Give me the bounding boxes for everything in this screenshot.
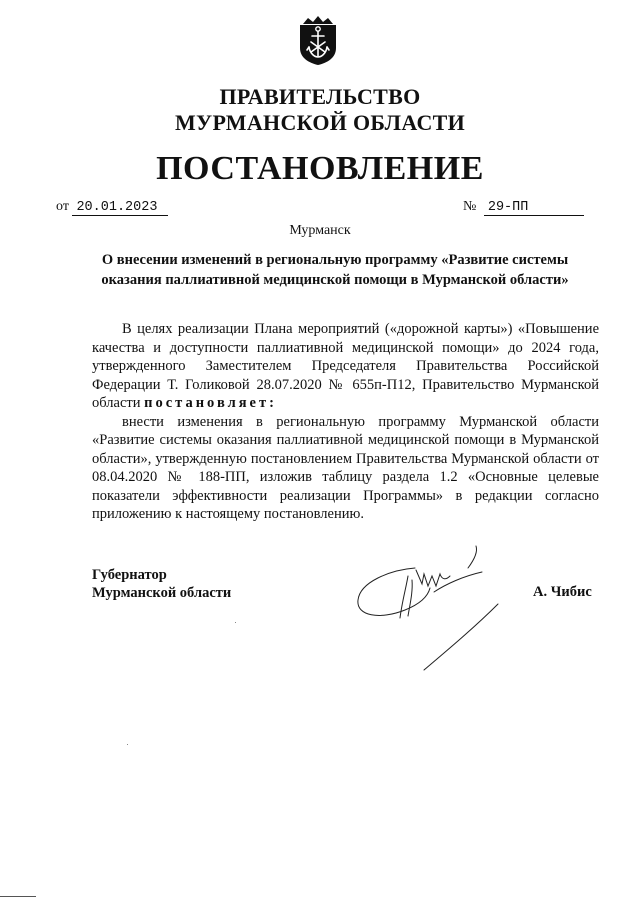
decree-word: постановляет: [144, 395, 277, 411]
government-title-line2: МУРМАНСКОЙ ОБЛАСТИ [174, 110, 466, 135]
number-row [463, 199, 584, 216]
signatory-title [92, 566, 231, 602]
document-date: 20.01.2023 [72, 200, 168, 216]
signatory-title-line2: Мурманской области [92, 585, 232, 601]
date-row [56, 199, 168, 216]
handwritten-signature [350, 540, 500, 680]
city-name: Мурманск [289, 223, 351, 238]
body-paragraph-1 [92, 320, 599, 413]
coat-of-arms-emblem [297, 14, 339, 66]
body-paragraph-2: внести изменения в региональную программу Мурманской области «Развитие системы оказания паллиативной медицинской помощи в Мурманской области», утвержденную постановлением Правительства Мурманской области от 08.04.2020 № 188-ПП, изложив таблицу раздела 1.2 «Основные целевые показатели эффективности реализации Программы» в редакции согласно приложению к настоящему постановлению. [92, 413, 599, 522]
signatory-title-line1: Губернатор [92, 567, 167, 583]
date-label: от [56, 199, 69, 214]
document-heading: О внесении изменений в региональную программу «Развитие системы оказания паллиативной медицинской помощи в Мурманской области» [101, 252, 569, 288]
number-label: № [463, 199, 477, 214]
scan-edge-mark [0, 896, 36, 897]
document-number: 29-ПП [484, 200, 584, 216]
government-title-line1: ПРАВИТЕЛЬСТВО [219, 84, 421, 109]
document-body [92, 320, 599, 524]
document-type-title: ПОСТАНОВЛЕНИЕ [156, 150, 484, 187]
scan-speck [235, 622, 236, 623]
signatory-name: А. Чибис [533, 584, 592, 600]
paragraph-1-text: В целях реализации Плана мероприятий («дорожной карты») «Повышение качества и доступности паллиативной медицинской помощи» до 2024 года, утвержденного Заместителем Председателя Правительства Российской Федерации Т. Голиковой 28.07.2020 № 655п-П12, Правительство Мурманской области [92, 321, 599, 411]
scan-speck [127, 744, 128, 745]
